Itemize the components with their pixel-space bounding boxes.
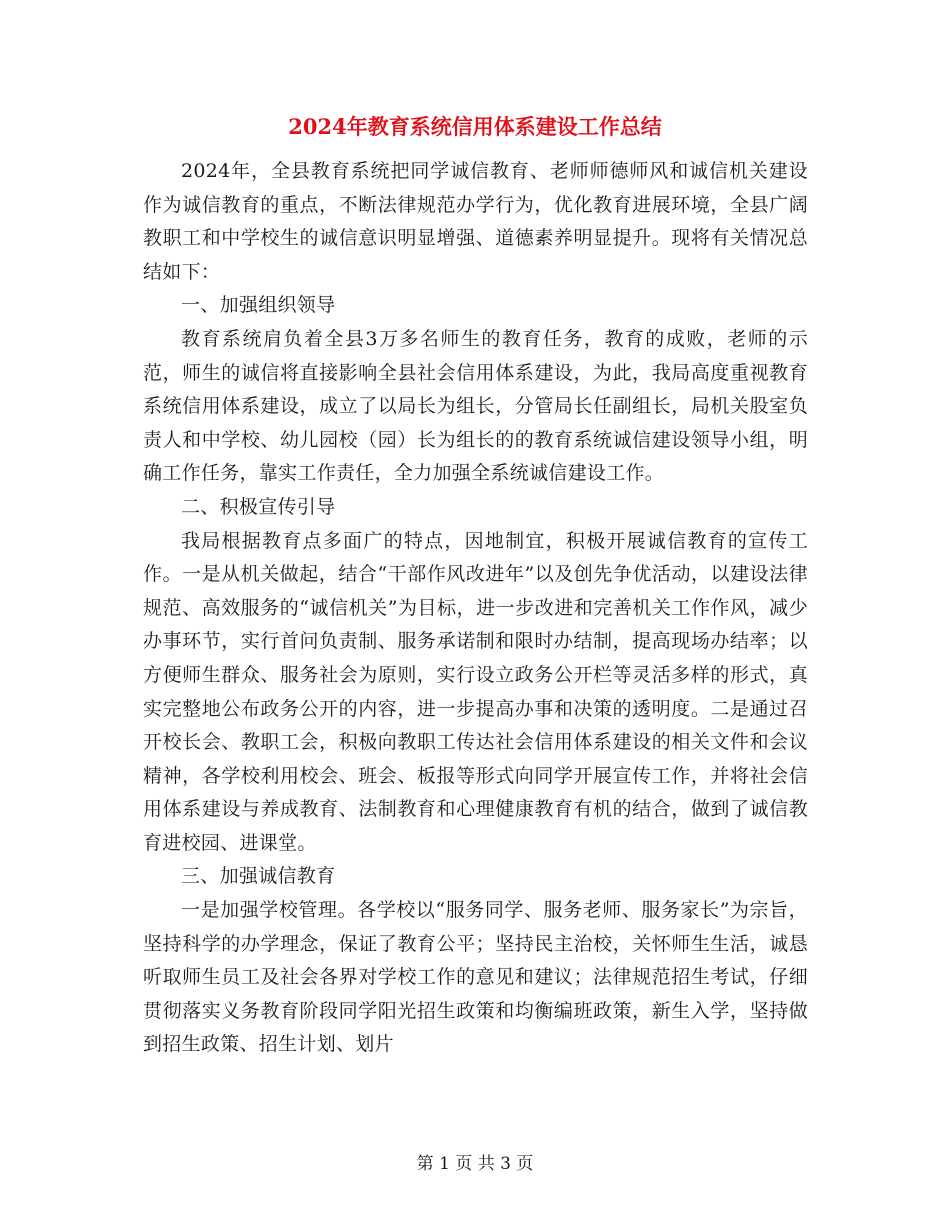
- document-body: [143, 155, 808, 1062]
- paragraph-section-2: 我局根据教育点多面广的特点，因地制宜，积极开展诚信教育的宣传工作。一是从机关做起，结合“干部作风改进年”以及创先争优活动，以建设法律规范、高效服务的“诚信机关”为目标，进一步改进和完善机关工作作风，减少办事环节，实行首问负责制、服务承诺制和限时办结制，提高现场办结率；以方便师生群众、服务社会为原则，实行设立政务公开栏等灵活多样的形式，真实完整地公布政务公开的内容，进一步提高办事和决策的透明度。二是通过召开校长会、教职工会，积极向教职工传达社会信用体系建设的相关文件和会议精神，各学校利用校会、班会、板报等形式向同学开展宣传工作，并将社会信用体系建设与养成教育、法制教育和心理健康教育有机的结合，做到了诚信教育进校园、进课堂。: [143, 529, 808, 854]
- section-heading-3: 三、加强诚信教育: [181, 865, 336, 888]
- section-heading-2: 二、积极宣传引导: [181, 495, 336, 518]
- page-number-footer: 第 1 页 共 3 页: [416, 1154, 534, 1174]
- paragraph-section-1: 教育系统肩负着全县3万多名师生的教育任务，教育的成败，老师的示范，师生的诚信将直接影响全县社会信用体系建设，为此，我局高度重视教育系统信用体系建设，成立了以局长为组长，分管局长任副组长，局机关股室负责人和中学校、幼儿园校（园）长为组长的的教育系统诚信建设领导小组，明确工作任务，靠实工作责任，全力加强全系统诚信建设工作。: [143, 327, 808, 485]
- paragraph-intro: 2024年，全县教育系统把同学诚信教育、老师师德师风和诚信机关建设作为诚信教育的重点，不断法律规范办学行为，优化教育进展环境，全县广阔教职工和中学校生的诚信意识明显增强、道德素养明显提升。现将有关情况总结如下：: [143, 160, 808, 283]
- section-heading-1: 一、加强组织领导: [181, 294, 336, 317]
- document-title: 2024年教育系统信用体系建设工作总结: [288, 114, 662, 139]
- paragraph-section-3: 一是加强学校管理。各学校以“服务同学、服务老师、服务家长”为宗旨，坚持科学的办学理念，保证了教育公平；坚持民主治校，关怀师生生活，诚恳听取师生员工及社会各界对学校工作的意见和建议；法律规范招生考试，仔细贯彻落实义务教育阶段同学阳光招生政策和均衡编班政策，新生入学，坚持做到招生政策、招生计划、划片: [143, 899, 808, 1056]
